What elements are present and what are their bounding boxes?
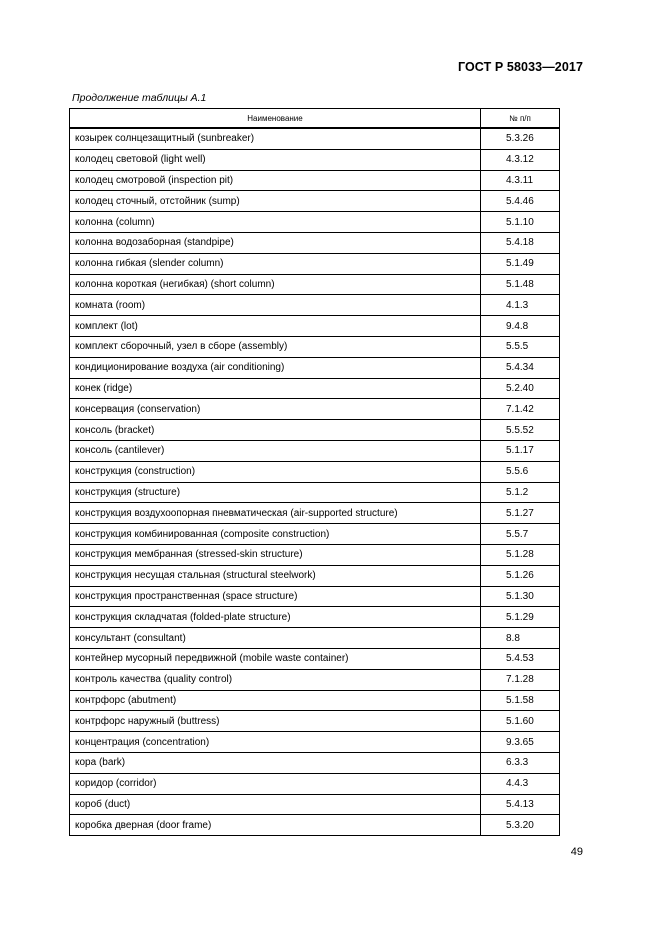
table-row bbox=[70, 316, 560, 337]
table-row bbox=[70, 732, 560, 753]
table-row bbox=[70, 420, 560, 441]
table-row bbox=[70, 149, 560, 170]
term-number-cell: 5.1.10 bbox=[481, 212, 560, 233]
term-number-cell: 5.4.18 bbox=[481, 232, 560, 253]
term-number-cell: 8.8 bbox=[481, 628, 560, 649]
standard-code: ГОСТ Р 58033—2017 bbox=[457, 60, 583, 74]
table-row bbox=[70, 191, 560, 212]
term-number-cell: 4.3.12 bbox=[481, 149, 560, 170]
term-number-cell: 5.3.20 bbox=[481, 815, 560, 836]
term-number-cell: 5.5.6 bbox=[481, 461, 560, 482]
term-number-cell: 5.5.52 bbox=[481, 420, 560, 441]
term-name-cell: конек (ridge) bbox=[70, 378, 481, 399]
column-header-name: Наименование bbox=[70, 109, 481, 129]
term-number-cell: 5.1.29 bbox=[481, 607, 560, 628]
term-number-cell: 4.3.11 bbox=[481, 170, 560, 191]
term-name-cell: колонна (column) bbox=[70, 212, 481, 233]
table-row bbox=[70, 357, 560, 378]
term-number-cell: 5.2.40 bbox=[481, 378, 560, 399]
term-name-cell: консервация (conservation) bbox=[70, 399, 481, 420]
term-number-cell: 5.4.53 bbox=[481, 648, 560, 669]
table-row bbox=[70, 794, 560, 815]
term-name-cell: конструкция складчатая (folded-plate structure) bbox=[70, 607, 481, 628]
term-name-cell: коридор (corridor) bbox=[70, 773, 481, 794]
term-name-cell: колонна водозаборная (standpipe) bbox=[70, 232, 481, 253]
terms-table-body bbox=[70, 128, 560, 836]
term-number-cell: 5.1.17 bbox=[481, 440, 560, 461]
term-number-cell: 5.1.26 bbox=[481, 565, 560, 586]
term-number-cell: 4.1.3 bbox=[481, 295, 560, 316]
term-number-cell: 5.1.27 bbox=[481, 503, 560, 524]
table-row bbox=[70, 503, 560, 524]
term-number-cell: 9.3.65 bbox=[481, 732, 560, 753]
term-name-cell: конструкция мембранная (stressed-skin structure) bbox=[70, 544, 481, 565]
table-row bbox=[70, 274, 560, 295]
term-number-cell: 5.5.7 bbox=[481, 524, 560, 545]
term-name-cell: комплект сборочный, узел в сборе (assembly) bbox=[70, 336, 481, 357]
term-number-cell: 5.1.49 bbox=[481, 253, 560, 274]
term-name-cell: комната (room) bbox=[70, 295, 481, 316]
table-row bbox=[70, 607, 560, 628]
term-name-cell: колонна короткая (негибкая) (short column) bbox=[70, 274, 481, 295]
term-name-cell: колодец световой (light well) bbox=[70, 149, 481, 170]
table-row bbox=[70, 212, 560, 233]
table-row bbox=[70, 336, 560, 357]
term-name-cell: контроль качества (quality control) bbox=[70, 669, 481, 690]
term-number-cell: 5.3.26 bbox=[481, 128, 560, 149]
table-row bbox=[70, 482, 560, 503]
table-caption: Продолжение таблицы А.1 bbox=[72, 92, 207, 104]
table-row bbox=[70, 440, 560, 461]
table-row bbox=[70, 295, 560, 316]
table-row bbox=[70, 711, 560, 732]
term-name-cell: консультант (consultant) bbox=[70, 628, 481, 649]
table-row bbox=[70, 752, 560, 773]
table-row bbox=[70, 544, 560, 565]
term-name-cell: колодец смотровой (inspection pit) bbox=[70, 170, 481, 191]
table-row bbox=[70, 399, 560, 420]
table-row bbox=[70, 669, 560, 690]
table-row bbox=[70, 378, 560, 399]
term-name-cell: конструкция пространственная (space structure) bbox=[70, 586, 481, 607]
term-name-cell: козырек солнцезащитный (sunbreaker) bbox=[70, 128, 481, 149]
column-header-number: № п/п bbox=[481, 109, 560, 129]
table-row bbox=[70, 628, 560, 649]
term-number-cell: 5.4.46 bbox=[481, 191, 560, 212]
term-name-cell: концентрация (concentration) bbox=[70, 732, 481, 753]
term-name-cell: контрфорс (abutment) bbox=[70, 690, 481, 711]
term-name-cell: конструкция несущая стальная (structural steelwork) bbox=[70, 565, 481, 586]
term-name-cell: колонна гибкая (slender column) bbox=[70, 253, 481, 274]
table-row bbox=[70, 773, 560, 794]
page-number: 49 bbox=[570, 846, 583, 858]
table-row bbox=[70, 690, 560, 711]
term-number-cell: 5.1.28 bbox=[481, 544, 560, 565]
table-row bbox=[70, 253, 560, 274]
term-number-cell: 5.1.2 bbox=[481, 482, 560, 503]
table-row bbox=[70, 461, 560, 482]
terms-table bbox=[69, 108, 560, 836]
term-name-cell: конструкция (construction) bbox=[70, 461, 481, 482]
term-name-cell: кондиционирование воздуха (air conditioning) bbox=[70, 357, 481, 378]
term-number-cell: 5.1.60 bbox=[481, 711, 560, 732]
term-name-cell: контейнер мусорный передвижной (mobile waste container) bbox=[70, 648, 481, 669]
term-name-cell: короб (duct) bbox=[70, 794, 481, 815]
term-name-cell: конструкция комбинированная (composite construction) bbox=[70, 524, 481, 545]
table-row bbox=[70, 586, 560, 607]
term-name-cell: конструкция (structure) bbox=[70, 482, 481, 503]
term-name-cell: конструкция воздухоопорная пневматическая (air-supported structure) bbox=[70, 503, 481, 524]
term-name-cell: консоль (cantilever) bbox=[70, 440, 481, 461]
term-name-cell: кора (bark) bbox=[70, 752, 481, 773]
table-row bbox=[70, 648, 560, 669]
table-header-row bbox=[70, 109, 560, 129]
term-name-cell: контрфорс наружный (buttress) bbox=[70, 711, 481, 732]
table-row bbox=[70, 565, 560, 586]
term-number-cell: 4.4.3 bbox=[481, 773, 560, 794]
term-number-cell: 5.1.48 bbox=[481, 274, 560, 295]
table-row bbox=[70, 232, 560, 253]
term-number-cell: 7.1.42 bbox=[481, 399, 560, 420]
table-row bbox=[70, 815, 560, 836]
term-number-cell: 6.3.3 bbox=[481, 752, 560, 773]
term-number-cell: 5.5.5 bbox=[481, 336, 560, 357]
term-number-cell: 5.1.30 bbox=[481, 586, 560, 607]
term-number-cell: 9.4.8 bbox=[481, 316, 560, 337]
table-row bbox=[70, 170, 560, 191]
term-name-cell: коробка дверная (door frame) bbox=[70, 815, 481, 836]
term-number-cell: 5.4.34 bbox=[481, 357, 560, 378]
table-row bbox=[70, 128, 560, 149]
term-name-cell: комплект (lot) bbox=[70, 316, 481, 337]
term-number-cell: 7.1.28 bbox=[481, 669, 560, 690]
table-row bbox=[70, 524, 560, 545]
term-number-cell: 5.4.13 bbox=[481, 794, 560, 815]
term-number-cell: 5.1.58 bbox=[481, 690, 560, 711]
term-name-cell: консоль (bracket) bbox=[70, 420, 481, 441]
term-name-cell: колодец сточный, отстойник (sump) bbox=[70, 191, 481, 212]
